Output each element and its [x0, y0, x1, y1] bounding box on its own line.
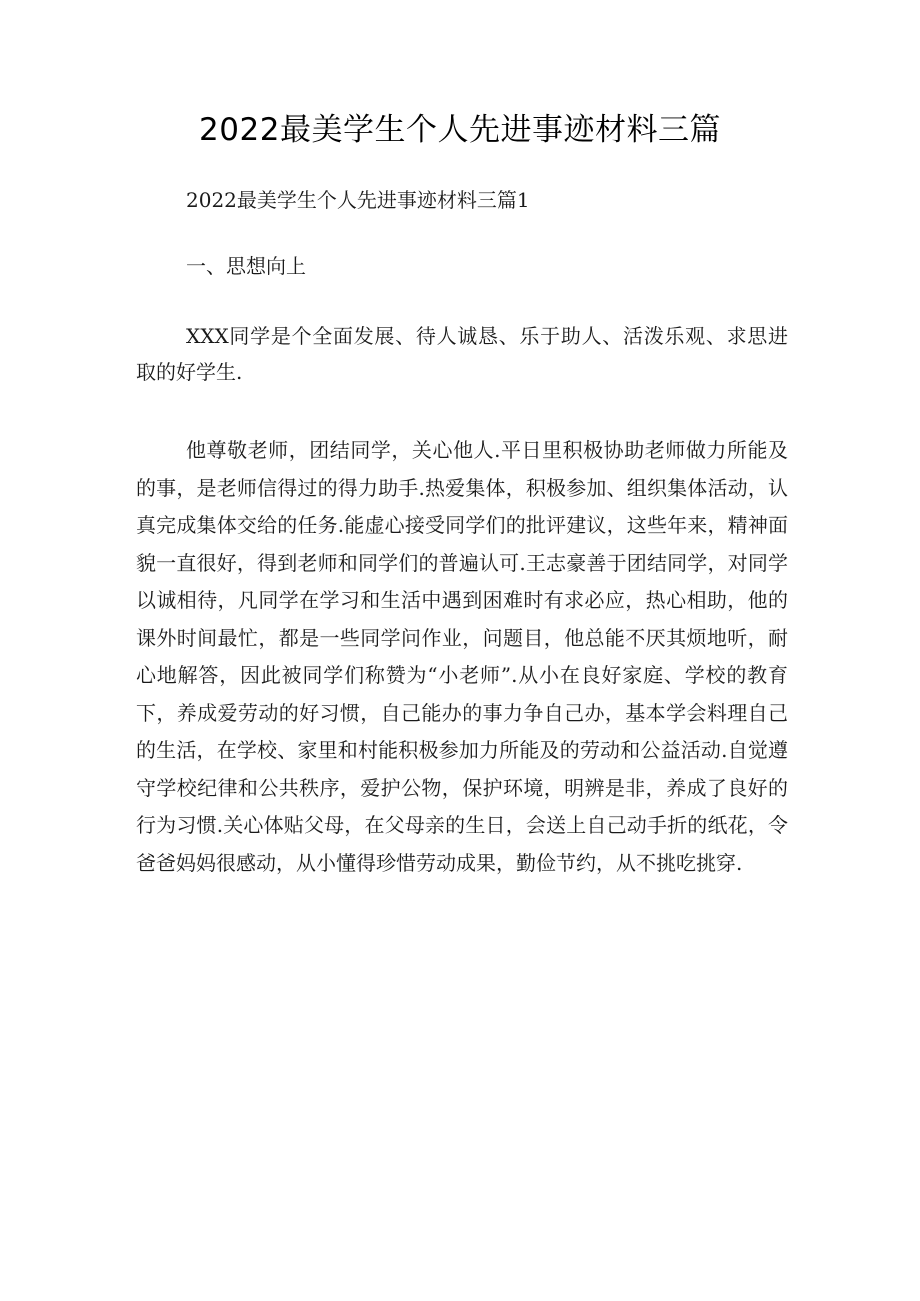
document-title: 2022最美学生个人先进事迹材料三篇	[199, 112, 721, 148]
subsection-heading: 一、思想向上	[186, 254, 306, 278]
paragraph-intro: XXX同学是个全面发展、待人诚恳、乐于助人、活泼乐观、求思进取的好学生.	[136, 324, 788, 384]
paragraph-body: 他尊敬老师，团结同学，关心他人.平日里积极协助老师做力所能及的事，是老师信得过的得力助手.热爱集体，积极参加、组织集体活动，认真完成集体交给的任务.能虚心接受同学们的批评建议，这些年来，精神面貌一直很好，得到老师和同学们的普遍认可.王志豪善于团结同学，对同学以诚相待，凡同学在学习和生活中遇到困难时有求必应，热心相助，他的课外时间最忙，都是一些同学问作业，问题目，他总能不厌其烦地听，耐心地解答，因此被同学们称赞为“小老师”.从小在良好家庭、学校的教育下，养成爱劳动的好习惯，自己能办的事力争自己办，基本学会料理自己的生活，在学校、家里和村能积极参加力所能及的劳动和公益活动.自觉遵守学校纪律和公共秩序，爱护公物，保护环境，明辨是非，养成了良好的行为习惯.关心体贴父母，在父母亲的生日，会送上自己动手折的纸花，令爸爸妈妈很感动，从小懂得珍惜劳动成果，勤俭节约，从不挑吃挑穿.	[136, 438, 788, 875]
section-heading: 2022最美学生个人先进事迹材料三篇1	[186, 188, 530, 212]
